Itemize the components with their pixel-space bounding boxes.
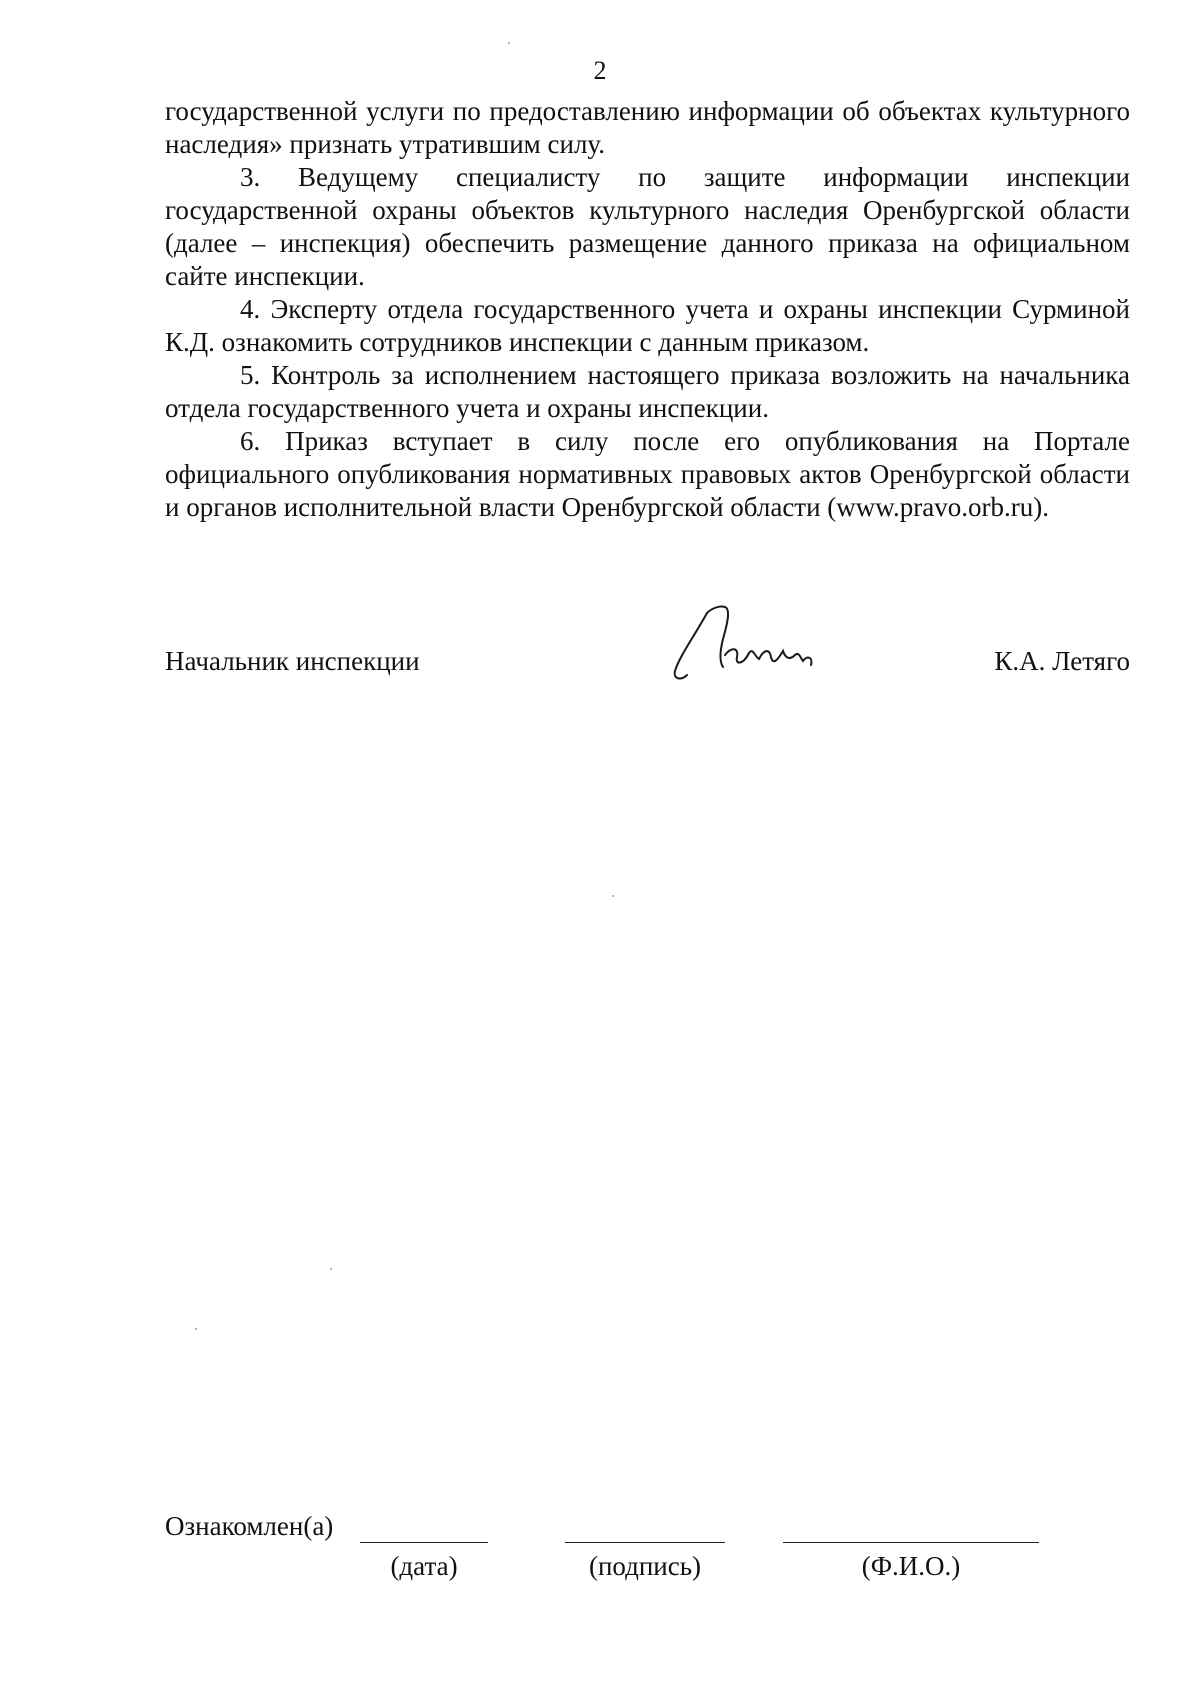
scan-speck (612, 895, 614, 897)
document-body (165, 95, 1130, 524)
signatory-name: К.А. Летяго (994, 646, 1130, 676)
handwritten-signature (665, 595, 845, 695)
paragraph: 4. Эксперту отдела государственного учета и охраны инспекции Сурминой К.Д. ознакомить сотрудников инспекции с данным приказом. (165, 294, 1130, 357)
page-number: 2 (593, 56, 607, 85)
paragraph: государственной услуги по предоставлению информации об объектах культурного наследия» признать утратившим силу. (165, 96, 1130, 159)
signature-block (165, 635, 1130, 695)
signature-caption: (подпись) (588, 1551, 702, 1581)
date-line (360, 1542, 488, 1543)
scan-speck (195, 1328, 197, 1330)
acknowledged-label: Ознакомлен(а) (165, 1511, 334, 1541)
full-name-line (783, 1542, 1039, 1543)
scan-speck (330, 1268, 332, 1270)
signature-line (565, 1542, 725, 1543)
paragraph: 5. Контроль за исполнением настоящего приказа возложить на начальника отдела государственного учета и охраны инспекции. (165, 360, 1130, 423)
signatory-title: Начальник инспекции (165, 646, 420, 676)
paragraph: 3. Ведущему специалисту по защите информации инспекции государственной охраны объектов культурного наследия Оренбургской области (далее – инспекция) обеспечить размещение данного приказа на официальном сайте инспекции. (165, 162, 1130, 291)
scan-speck (508, 42, 510, 44)
paragraph: 6. Приказ вступает в силу после его опубликования на Портале официального опубликования нормативных правовых актов Оренбургской области и органов исполнительной власти Оренбургской области (www.pravo.orb.ru). (165, 426, 1130, 522)
full-name-caption: (Ф.И.О.) (861, 1551, 961, 1581)
acknowledgement-block (165, 1510, 1130, 1590)
date-caption: (дата) (390, 1551, 458, 1581)
